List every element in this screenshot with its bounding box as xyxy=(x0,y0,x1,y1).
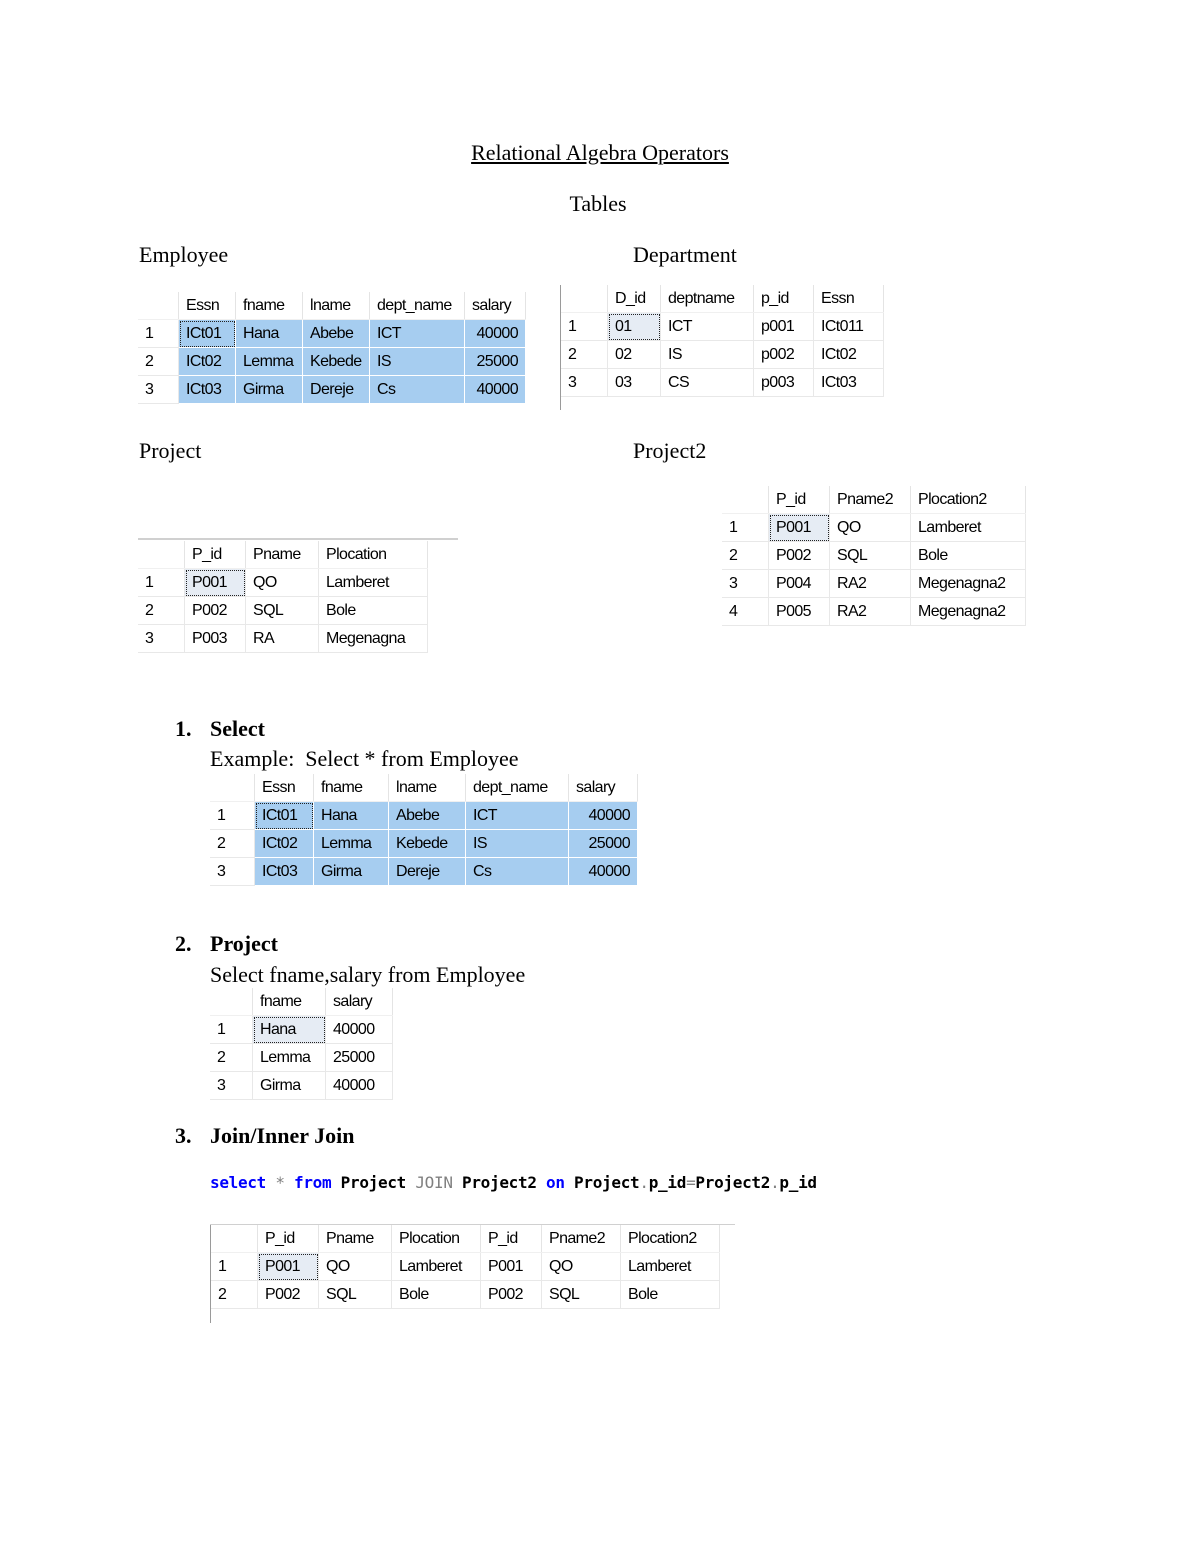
cell[interactable]: P002 xyxy=(185,597,246,625)
cell[interactable]: QO xyxy=(542,1253,621,1281)
row-number[interactable]: 2 xyxy=(561,341,608,369)
table-row[interactable] xyxy=(138,597,428,625)
table-row[interactable] xyxy=(211,1253,720,1281)
column-header-lname[interactable]: lname xyxy=(303,292,370,320)
cell[interactable]: Kebede xyxy=(303,348,370,376)
cell[interactable]: QO xyxy=(246,569,319,597)
cell[interactable]: ICt02 xyxy=(255,830,314,858)
cell[interactable]: RA xyxy=(246,625,319,653)
project-result-table xyxy=(210,988,393,1100)
table-row[interactable] xyxy=(561,369,884,397)
project-example: Select fname,salary from Employee xyxy=(210,962,526,987)
cell[interactable]: 40000 xyxy=(569,802,638,830)
project-result-grid xyxy=(210,988,393,1100)
row-number[interactable]: 2 xyxy=(722,542,769,570)
employee-table-grid xyxy=(138,292,526,404)
cell[interactable]: Megenagna2 xyxy=(911,598,1026,626)
column-header-d-id[interactable]: D_id xyxy=(608,285,661,313)
column-header-plocation2[interactable]: Plocation2 xyxy=(621,1225,720,1253)
cell[interactable]: ICt03 xyxy=(814,369,884,397)
cell[interactable]: Lemma xyxy=(253,1044,326,1072)
row-number-header xyxy=(138,292,179,320)
select-result-grid xyxy=(210,774,638,886)
cell[interactable]: 40000 xyxy=(465,320,526,348)
row-number[interactable]: 4 xyxy=(722,598,769,626)
column-header-salary[interactable]: salary xyxy=(569,774,638,802)
cell[interactable]: RA2 xyxy=(830,598,911,626)
join-number: 3. xyxy=(175,1123,192,1148)
cell[interactable]: SQL xyxy=(319,1281,392,1309)
cell[interactable]: Dereje xyxy=(389,858,466,886)
cell[interactable]: p002 xyxy=(754,341,814,369)
cell[interactable]: 01 xyxy=(608,313,661,341)
cell[interactable]: P001 xyxy=(769,514,830,542)
cell[interactable]: 25000 xyxy=(326,1044,393,1072)
cell[interactable]: P001 xyxy=(481,1253,542,1281)
row-number-header xyxy=(138,541,185,569)
row-number[interactable]: 3 xyxy=(210,858,255,886)
cell[interactable]: Bole xyxy=(911,542,1026,570)
cell[interactable]: Dereje xyxy=(303,376,370,404)
table-row[interactable] xyxy=(210,802,638,830)
column-header-p-id-2[interactable]: P_id xyxy=(481,1225,542,1253)
row-number[interactable]: 1 xyxy=(138,569,185,597)
cell[interactable]: ICt02 xyxy=(814,341,884,369)
cell[interactable]: QO xyxy=(830,514,911,542)
sql-operator: . xyxy=(770,1173,780,1192)
cell[interactable]: CS xyxy=(661,369,754,397)
header-row xyxy=(722,486,1026,514)
table-row[interactable] xyxy=(210,1072,393,1100)
column-header-dept-name[interactable]: dept_name xyxy=(370,292,465,320)
cell[interactable]: SQL xyxy=(542,1281,621,1309)
column-header-pname[interactable]: Pname xyxy=(319,1225,392,1253)
cell[interactable]: Girma xyxy=(314,858,389,886)
cell[interactable]: Bole xyxy=(621,1281,720,1309)
table-row[interactable] xyxy=(561,341,884,369)
column-header-plocation2[interactable]: Plocation2 xyxy=(911,486,1026,514)
cell[interactable]: p003 xyxy=(754,369,814,397)
sql-identifier: p_id xyxy=(648,1173,687,1192)
row-number[interactable]: 3 xyxy=(561,369,608,397)
row-number-header xyxy=(561,285,608,313)
project-table xyxy=(138,541,428,653)
sql-operator: * xyxy=(266,1173,294,1192)
header-row xyxy=(561,285,884,313)
join-result-table xyxy=(211,1225,720,1309)
cell[interactable]: 40000 xyxy=(465,376,526,404)
column-header-dept-name[interactable]: dept_name xyxy=(466,774,569,802)
column-header-pname2[interactable]: Pname2 xyxy=(830,486,911,514)
cell[interactable]: ICt01 xyxy=(179,320,236,348)
column-header-p-id[interactable]: P_id xyxy=(258,1225,319,1253)
select-example: Example: Select * from Employee xyxy=(210,746,519,771)
row-number[interactable]: 1 xyxy=(210,1016,253,1044)
table-row[interactable] xyxy=(138,348,526,376)
cell[interactable]: ICt03 xyxy=(255,858,314,886)
table-row[interactable] xyxy=(211,1281,720,1309)
cell[interactable]: SQL xyxy=(830,542,911,570)
cell[interactable]: 40000 xyxy=(569,858,638,886)
tables-subtitle: Tables xyxy=(569,191,627,216)
join-sql-query xyxy=(210,1173,817,1192)
cell[interactable]: Girma xyxy=(236,376,303,404)
cell[interactable]: P001 xyxy=(185,569,246,597)
project2-table xyxy=(722,486,1026,626)
column-header-plocation[interactable]: Plocation xyxy=(392,1225,481,1253)
column-header-p-id[interactable]: P_id xyxy=(769,486,830,514)
cell[interactable]: P005 xyxy=(769,598,830,626)
cell[interactable]: QO xyxy=(319,1253,392,1281)
grid-top-border xyxy=(138,538,458,540)
cell[interactable]: SQL xyxy=(246,597,319,625)
row-number[interactable]: 3 xyxy=(210,1072,253,1100)
row-number[interactable]: 3 xyxy=(722,570,769,598)
cell[interactable]: ICT xyxy=(370,320,465,348)
cell[interactable]: ICT xyxy=(466,802,569,830)
row-number[interactable]: 3 xyxy=(138,376,179,404)
row-number[interactable]: 3 xyxy=(138,625,185,653)
row-number-header xyxy=(210,988,253,1016)
select-number: 1. xyxy=(175,716,192,741)
column-header-salary[interactable]: salary xyxy=(326,988,393,1016)
cell[interactable]: ICt03 xyxy=(179,376,236,404)
column-header-pname[interactable]: Pname xyxy=(246,541,319,569)
cell[interactable]: P002 xyxy=(481,1281,542,1309)
cell[interactable]: Abebe xyxy=(303,320,370,348)
cell[interactable]: 25000 xyxy=(465,348,526,376)
header-row xyxy=(138,292,526,320)
table-row[interactable] xyxy=(138,569,428,597)
column-header-pname2[interactable]: Pname2 xyxy=(542,1225,621,1253)
header-row xyxy=(138,541,428,569)
cell[interactable]: Megenagna2 xyxy=(911,570,1026,598)
table-row[interactable] xyxy=(722,542,1026,570)
sql-operator: = xyxy=(686,1173,696,1192)
project2-table-grid xyxy=(722,486,1026,626)
cell[interactable]: Girma xyxy=(253,1072,326,1100)
row-number[interactable]: 2 xyxy=(138,348,179,376)
row-number[interactable]: 2 xyxy=(211,1281,258,1309)
project-number: 2. xyxy=(175,931,192,956)
cell[interactable]: IS xyxy=(466,830,569,858)
cell[interactable]: P003 xyxy=(185,625,246,653)
sql-keyword: from xyxy=(294,1173,332,1192)
sql-keyword: select xyxy=(210,1173,266,1192)
table-row[interactable] xyxy=(561,313,884,341)
table-row[interactable] xyxy=(210,1016,393,1044)
row-number-header xyxy=(210,774,255,802)
header-row xyxy=(210,988,393,1016)
cell[interactable]: Bole xyxy=(392,1281,481,1309)
cell[interactable]: P002 xyxy=(258,1281,319,1309)
cell[interactable]: 40000 xyxy=(326,1016,393,1044)
header-row xyxy=(211,1225,720,1253)
select-heading: Select xyxy=(210,716,265,741)
column-header-fname[interactable]: fname xyxy=(236,292,303,320)
cell[interactable]: IS xyxy=(370,348,465,376)
table-row[interactable] xyxy=(138,625,428,653)
column-header-essn[interactable]: Essn xyxy=(179,292,236,320)
cell[interactable]: Lamberet xyxy=(392,1253,481,1281)
employee-table xyxy=(138,292,526,404)
cell[interactable]: p001 xyxy=(754,313,814,341)
cell[interactable]: IS xyxy=(661,341,754,369)
cell[interactable]: 02 xyxy=(608,341,661,369)
cell[interactable]: Cs xyxy=(370,376,465,404)
select-result-table xyxy=(210,774,638,886)
cell[interactable]: ICT xyxy=(661,313,754,341)
row-number[interactable]: 1 xyxy=(138,320,179,348)
column-header-lname[interactable]: lname xyxy=(389,774,466,802)
cell[interactable]: RA2 xyxy=(830,570,911,598)
sql-keyword: on xyxy=(546,1173,565,1192)
table-row[interactable] xyxy=(722,598,1026,626)
project-label: Project xyxy=(139,438,202,463)
cell[interactable]: 40000 xyxy=(326,1072,393,1100)
table-row[interactable] xyxy=(210,1044,393,1072)
page-title: Relational Algebra Operators xyxy=(471,140,729,165)
row-number[interactable]: 2 xyxy=(210,1044,253,1072)
cell[interactable]: Lamberet xyxy=(621,1253,720,1281)
table-row[interactable] xyxy=(138,376,526,404)
column-header-p-id[interactable]: P_id xyxy=(185,541,246,569)
employee-label: Employee xyxy=(139,242,229,267)
table-row[interactable] xyxy=(722,514,1026,542)
sql-identifier: Project xyxy=(331,1173,416,1192)
cell[interactable]: Hana xyxy=(253,1016,326,1044)
department-label: Department xyxy=(633,242,737,267)
sql-identifier: p_id xyxy=(779,1173,817,1192)
table-row[interactable] xyxy=(210,830,638,858)
cell[interactable]: ICt02 xyxy=(179,348,236,376)
cell[interactable]: ICt01 xyxy=(255,802,314,830)
cell[interactable]: P002 xyxy=(769,542,830,570)
row-number[interactable]: 1 xyxy=(210,802,255,830)
cell[interactable]: Abebe xyxy=(389,802,466,830)
cell[interactable]: Bole xyxy=(319,597,428,625)
row-number-header xyxy=(211,1225,258,1253)
department-table xyxy=(561,285,884,397)
sql-identifier: Project xyxy=(564,1173,640,1192)
row-number[interactable]: 2 xyxy=(210,830,255,858)
cell[interactable]: 25000 xyxy=(569,830,638,858)
row-number[interactable]: 1 xyxy=(722,514,769,542)
row-number-header xyxy=(722,486,769,514)
column-header-deptname[interactable]: deptname xyxy=(661,285,754,313)
cell[interactable]: Hana xyxy=(236,320,303,348)
table-row[interactable] xyxy=(210,858,638,886)
column-header-plocation[interactable]: Plocation xyxy=(319,541,428,569)
cell[interactable]: Lamberet xyxy=(319,569,428,597)
cell[interactable]: P004 xyxy=(769,570,830,598)
cell[interactable]: 03 xyxy=(608,369,661,397)
sql-identifier: Project2 xyxy=(695,1173,771,1192)
cell[interactable]: Cs xyxy=(466,858,569,886)
table-row[interactable] xyxy=(722,570,1026,598)
header-row xyxy=(210,774,638,802)
join-result-grid xyxy=(210,1225,720,1323)
row-number[interactable]: 2 xyxy=(138,597,185,625)
column-header-salary[interactable]: salary xyxy=(465,292,526,320)
cell[interactable]: ICt011 xyxy=(814,313,884,341)
cell[interactable]: Lemma xyxy=(314,830,389,858)
project-table-grid xyxy=(138,541,428,653)
sql-keyword-join: JOIN xyxy=(415,1173,453,1192)
table-row[interactable] xyxy=(138,320,526,348)
project-heading: Project xyxy=(210,931,278,956)
column-header-p-id[interactable]: p_id xyxy=(754,285,814,313)
cell[interactable]: P001 xyxy=(258,1253,319,1281)
sql-identifier: Project2 xyxy=(452,1173,547,1192)
row-number[interactable]: 1 xyxy=(561,313,608,341)
column-header-fname[interactable]: fname xyxy=(253,988,326,1016)
project2-label: Project2 xyxy=(633,438,707,463)
cell[interactable]: Megenagna xyxy=(319,625,428,653)
cell[interactable]: Kebede xyxy=(389,830,466,858)
column-header-essn[interactable]: Essn xyxy=(255,774,314,802)
column-header-fname[interactable]: fname xyxy=(314,774,389,802)
cell[interactable]: Lemma xyxy=(236,348,303,376)
column-header-essn[interactable]: Essn xyxy=(814,285,884,313)
cell[interactable]: Lamberet xyxy=(911,514,1026,542)
join-heading: Join/Inner Join xyxy=(210,1123,355,1148)
row-number[interactable]: 1 xyxy=(211,1253,258,1281)
department-table-grid xyxy=(560,285,884,410)
sql-operator: . xyxy=(639,1173,649,1192)
cell[interactable]: Hana xyxy=(314,802,389,830)
